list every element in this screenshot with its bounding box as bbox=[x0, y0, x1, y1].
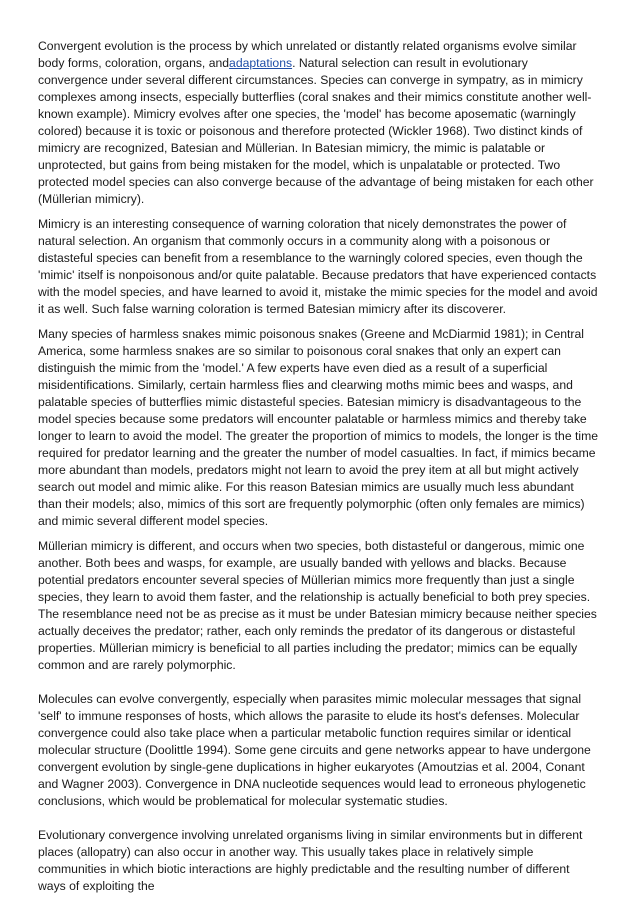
paragraph-mimicry: Mimicry is an interesting consequence of warning coloration that nicely demonstrates the power of natural selection. An organism that commonly occurs in a community along with a poisonous or distasteful species can benefit from a resemblance to the warningly colored species, even though the 'mimic' itself is nonpoisonous and/or quite palatable. Because predators that have experienced contacts with the model species, and have learned to avoid it, mistake the mimic species for the model and avoid it as well. Such false warning coloration is termed Batesian mimicry after its discoverer. bbox=[38, 217, 598, 316]
adaptations-link[interactable]: adaptations bbox=[229, 56, 293, 70]
paragraph-mullerian-mimicry: Müllerian mimicry is different, and occurs when two species, both distasteful or dangerous, mimic one another. Both bees and wasps, for example, are usually banded with yellows and blacks. Because potential predators encounter several species of Müllerian mimics more frequently than just a single species, they learn to avoid them faster, and the relationship is actually beneficial to both prey species. The resemblance need not be as precise as it must be under Batesian mimicry because neither species actually deceives the predator; rather, each only reminds the predator of its dangerous or distasteful properties. Müllerian mimicry is beneficial to all parties including the predator; mimics can be equally common and are rarely polymorphic. bbox=[38, 539, 597, 672]
paragraph-text: Convergent evolution is the process by which unrelated or distantly related organisms evolve similar body forms, coloration, organs, and bbox=[38, 39, 577, 70]
paragraph-molecular-convergence: Molecules can evolve convergently, especially when parasites mimic molecular messages that signal 'self' to immune responses of hosts, which allows the parasite to elude its host's defenses. Molecular convergence could also take place when a particular metabolic function requires similar or identical molecular structure (Doolittle 1994). Some gene circuits and gene networks appear to have undergone convergent evolution by single-gene duplications in higher eukaryotes (Amoutzias et al. 2004, Conant and Wagner 2003). Convergence in DNA nucleotide sequences would lead to erroneous phylogenetic conclusions, which would be problematical for molecular systematic studies. bbox=[38, 692, 591, 808]
document-body bbox=[38, 38, 600, 903]
paragraph-batesian-mimicry: Many species of harmless snakes mimic poisonous snakes (Greene and McDiarmid 1981); in Central America, some harmless snakes are so similar to poisonous coral snakes that only an expert can distinguish the mimic from the 'model.' A few experts have even died as a result of a superficial misidentifications. Similarly, certain harmless flies and clearwing moths mimic bees and wasps, and palatable species of butterflies mimic distasteful species. Batesian mimicry is disadvantageous to the model species because some predators will encounter palatable or harmless mimics and thereby take longer to learn to avoid the model. The greater the proportion of mimics to models, the longer is the time required for predator learning and the greater the number of model casualties. In fact, if mimics became more abundant than models, predators might not learn to avoid the prey item at all but might actively search out model and mimic alike. For this reason Batesian mimics are usually much less abundant than their models; also, mimics of this sort are frequently polymorphic (often only females are mimics) and mimic several different model species. bbox=[38, 327, 599, 528]
paragraph-allopatric-convergence: Evolutionary convergence involving unrelated organisms living in similar environments but in different places (allopatry) can also occur in another way. This usually takes place in relatively simple communities in which biotic interactions are highly predictable and the resulting number of different ways of exploiting the bbox=[38, 828, 583, 893]
paragraph-convergent-evolution bbox=[38, 38, 600, 208]
paragraph-text: . Natural selection can result in evolutionary convergence under several different circumstances. Species can converge in sympatry, as in mimicry complexes among insects, especially butterflies (coral snakes and their mimics constitute another well-known example). Mimicry evolves after one species, the 'model' has become aposematic (warningly colored) because it is toxic or poisonous and therefore protected (Wickler 1968). Two distinct kinds of mimicry are recognized, Batesian and Müllerian. In Batesian mimicry, the mimic is palatable or unprotected, but gains from being mistaken for the model, which is unpalatable or protected. Two protected model species can also converge because of the advantage of being mistaken for each other (Müllerian mimicry). bbox=[38, 56, 594, 206]
